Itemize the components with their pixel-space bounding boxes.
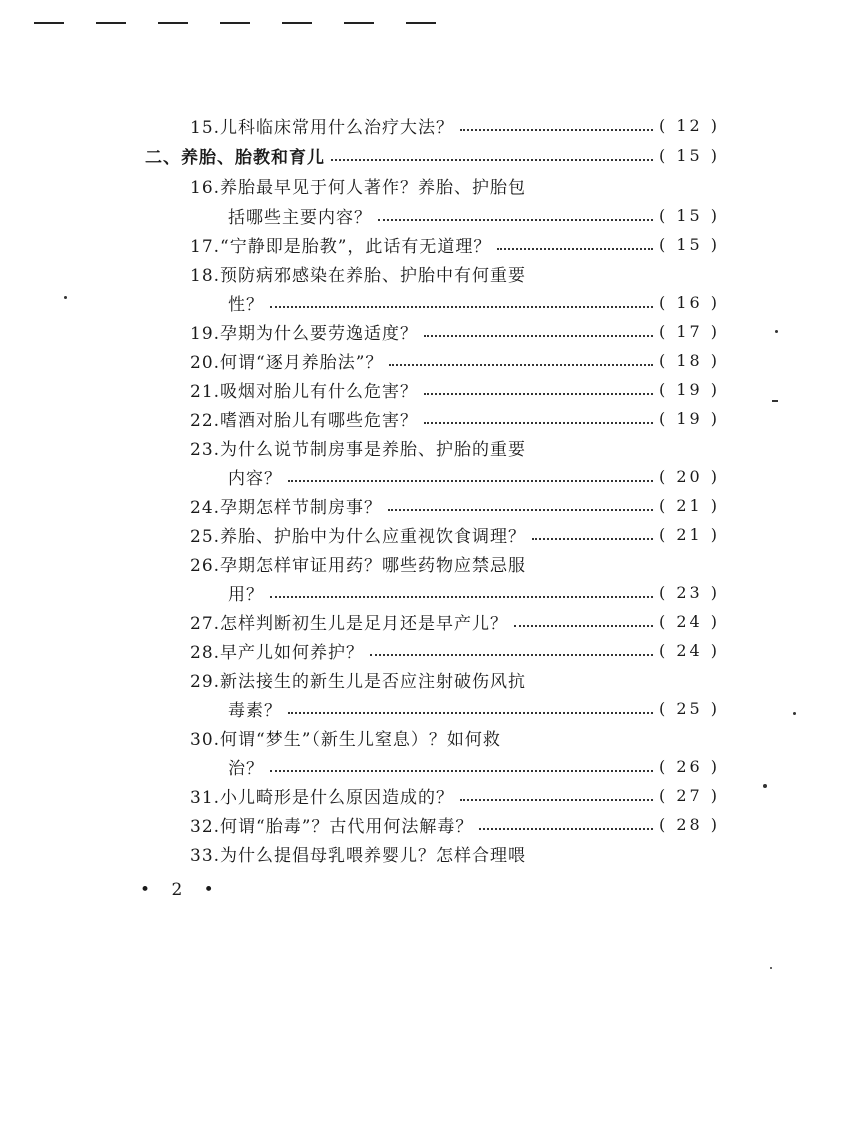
entry-title: 内容？ bbox=[228, 468, 282, 489]
page-footer bbox=[140, 880, 222, 900]
toc-entry-23-cont[interactable] bbox=[228, 463, 720, 489]
entry-page: ( 23 ) bbox=[658, 582, 720, 602]
entry-title: 27.怎样判断初生儿是足月还是早产儿？ bbox=[190, 613, 509, 634]
entry-title: 毒素？ bbox=[228, 700, 282, 721]
toc-entry-20[interactable] bbox=[190, 347, 720, 373]
entry-page: ( 24 ) bbox=[658, 640, 720, 660]
entry-page: ( 15 ) bbox=[658, 234, 720, 254]
entry-page: ( 21 ) bbox=[658, 524, 720, 544]
toc-entry-31[interactable] bbox=[190, 782, 720, 808]
toc-entry-25[interactable] bbox=[190, 521, 720, 547]
entry-page: ( 15 ) bbox=[658, 145, 720, 165]
scan-speck bbox=[793, 712, 796, 715]
entry-page: ( 24 ) bbox=[658, 611, 720, 631]
entry-title: 用？ bbox=[228, 584, 264, 605]
toc-entry-29-cont[interactable] bbox=[228, 695, 720, 721]
toc-entry-32[interactable] bbox=[190, 811, 720, 837]
dot-leader bbox=[460, 799, 653, 801]
dot-leader bbox=[331, 159, 653, 161]
scan-speck bbox=[772, 400, 778, 402]
entry-page: ( 26 ) bbox=[658, 756, 720, 776]
entry-title: 16.养胎最早见于何人著作？养胎、护胎包 bbox=[190, 177, 527, 198]
dot-leader bbox=[424, 422, 653, 424]
entry-title: 28.早产儿如何养护？ bbox=[190, 642, 365, 663]
scan-speck bbox=[64, 296, 67, 299]
toc-entry-17[interactable] bbox=[190, 231, 720, 257]
dot-leader bbox=[370, 654, 653, 656]
entry-page: ( 12 ) bbox=[658, 115, 720, 135]
toc-entry-24[interactable] bbox=[190, 492, 720, 518]
dot-leader bbox=[479, 828, 653, 830]
dot-leader bbox=[424, 393, 653, 395]
dot-leader bbox=[424, 335, 653, 337]
entry-title: 17.“宁静即是胎教”，此话有无道理？ bbox=[190, 236, 492, 257]
entry-title: 32.何谓“胎毒”？古代用何法解毒？ bbox=[190, 816, 474, 837]
entry-title: 治？ bbox=[228, 758, 264, 779]
entry-title: 23.为什么说节制房事是养胎、护胎的重要 bbox=[190, 439, 527, 460]
toc-entry-27[interactable] bbox=[190, 608, 720, 634]
entry-title: 性？ bbox=[228, 294, 264, 315]
scan-speck bbox=[763, 784, 767, 788]
dot-leader bbox=[288, 712, 653, 714]
toc-entry-23[interactable] bbox=[190, 434, 720, 460]
dot-leader bbox=[532, 538, 653, 540]
entry-page: ( 27 ) bbox=[658, 785, 720, 805]
toc-entry-30[interactable] bbox=[190, 724, 720, 750]
entry-title: 31.小儿畸形是什么原因造成的？ bbox=[190, 787, 455, 808]
scan-speck bbox=[770, 967, 772, 969]
dot-leader bbox=[389, 364, 653, 366]
toc-entry-29[interactable] bbox=[190, 666, 720, 692]
scan-speck bbox=[775, 330, 778, 333]
entry-page: ( 28 ) bbox=[658, 814, 720, 834]
toc-entry-26-cont[interactable] bbox=[228, 579, 720, 605]
toc-entry-21[interactable] bbox=[190, 376, 720, 402]
page-number: 2 bbox=[171, 880, 191, 900]
toc-entry-15[interactable] bbox=[190, 112, 720, 138]
toc-entry-18[interactable] bbox=[190, 260, 720, 286]
toc-entry-33[interactable] bbox=[190, 840, 720, 866]
entry-title: 25.养胎、护胎中为什么应重视饮食调理？ bbox=[190, 526, 527, 547]
entry-title: 22.嗜酒对胎儿有哪些危害？ bbox=[190, 410, 419, 431]
toc-entry-18-cont[interactable] bbox=[228, 289, 720, 315]
entry-title: 19.孕期为什么要劳逸适度？ bbox=[190, 323, 419, 344]
entry-title: 15.儿科临床常用什么治疗大法？ bbox=[190, 117, 455, 138]
entry-page: ( 19 ) bbox=[658, 379, 720, 399]
toc-entry-16-cont[interactable] bbox=[228, 202, 720, 228]
entry-title: 29.新法接生的新生儿是否应注射破伤风抗 bbox=[190, 671, 527, 692]
entry-title: 20.何谓“逐月养胎法”？ bbox=[190, 352, 384, 373]
entry-page: ( 25 ) bbox=[658, 698, 720, 718]
dot-leader bbox=[270, 306, 653, 308]
entry-title: 30.何谓“梦生”（新生儿窒息）？如何救 bbox=[190, 729, 501, 750]
dot-leader bbox=[460, 129, 653, 131]
entry-page: ( 21 ) bbox=[658, 495, 720, 515]
toc-entry-30-cont[interactable] bbox=[228, 753, 720, 779]
dot-leader bbox=[388, 509, 653, 511]
dot-leader bbox=[497, 248, 653, 250]
toc-entry-16[interactable] bbox=[190, 172, 720, 198]
entry-title: 括哪些主要内容？ bbox=[228, 207, 372, 228]
dot-leader bbox=[288, 480, 653, 482]
entry-title: 21.吸烟对胎儿有什么危害？ bbox=[190, 381, 419, 402]
dot-leader bbox=[514, 625, 653, 627]
dot-leader bbox=[378, 219, 653, 221]
entry-title: 18.预防病邪感染在养胎、护胎中有何重要 bbox=[190, 265, 527, 286]
toc-section-heading[interactable] bbox=[145, 142, 720, 168]
dot-leader bbox=[270, 596, 653, 598]
toc-entry-19[interactable] bbox=[190, 318, 720, 344]
entry-title: 33.为什么提倡母乳喂养婴儿？怎样合理喂 bbox=[190, 845, 527, 866]
entry-title: 26.孕期怎样审证用药？哪些药物应禁忌服 bbox=[190, 555, 527, 576]
toc-entry-22[interactable] bbox=[190, 405, 720, 431]
dot-leader bbox=[270, 770, 653, 772]
entry-page: ( 18 ) bbox=[658, 350, 720, 370]
section-title: 二、养胎、胎教和育儿 bbox=[145, 147, 325, 168]
entry-page: ( 20 ) bbox=[658, 466, 720, 486]
entry-page: ( 19 ) bbox=[658, 408, 720, 428]
footer-mark-right: • bbox=[203, 880, 222, 900]
toc-entry-26[interactable] bbox=[190, 550, 720, 576]
entry-page: ( 16 ) bbox=[658, 292, 720, 312]
entry-page: ( 17 ) bbox=[658, 321, 720, 341]
entry-page: ( 15 ) bbox=[658, 205, 720, 225]
footer-mark-left: • bbox=[140, 880, 159, 900]
toc-entry-28[interactable] bbox=[190, 637, 720, 663]
entry-title: 24.孕期怎样节制房事？ bbox=[190, 497, 383, 518]
